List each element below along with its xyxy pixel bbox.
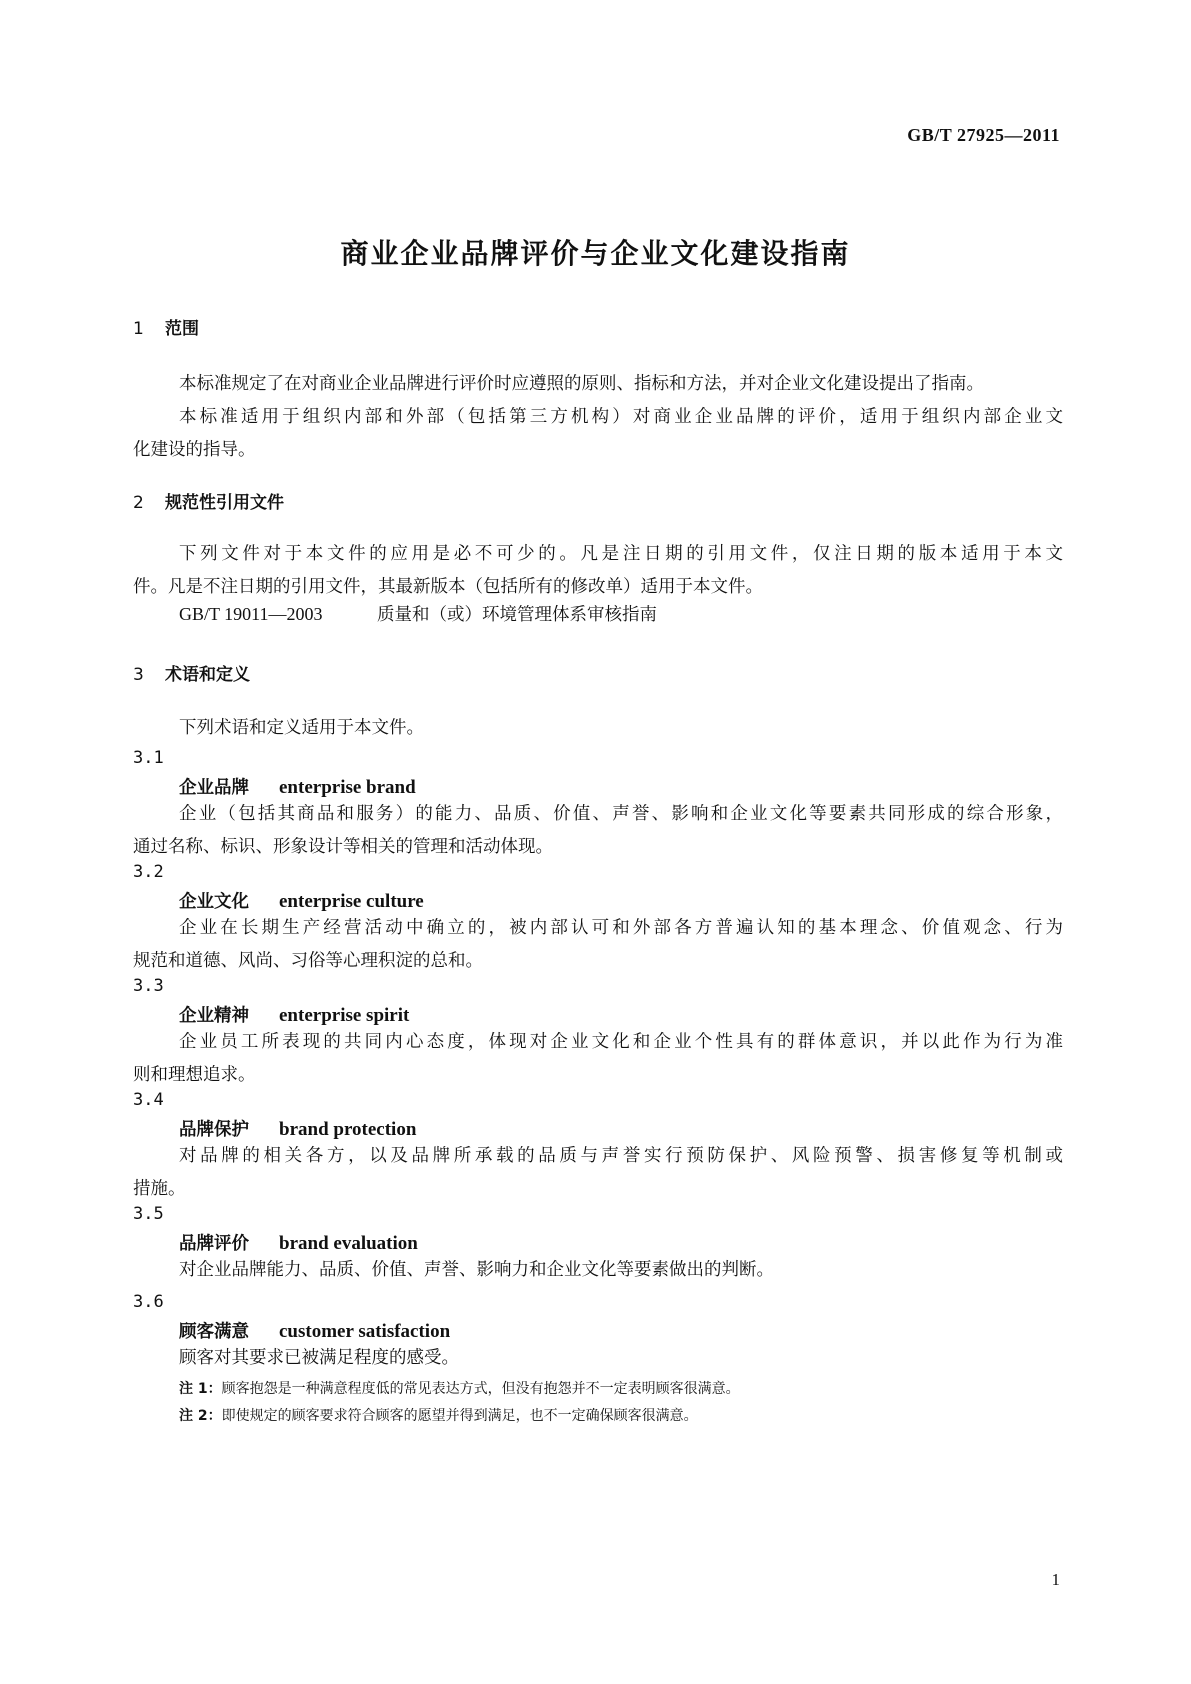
definition-line: 企业在长期生产经营活动中确立的，被内部认可和外部各方普遍认知的基本理念、价值观念、行为 bbox=[179, 918, 1063, 938]
section-2-body bbox=[133, 538, 1063, 604]
section-2-heading bbox=[133, 488, 284, 513]
term-number: 3.6 bbox=[133, 1292, 164, 1312]
term-number: 3.1 bbox=[133, 748, 164, 768]
definition-line: 规范和道德、风尚、习俗等心理积淀的总和。 bbox=[133, 951, 483, 971]
note-label: 注 1： bbox=[179, 1381, 222, 1397]
section-3-intro bbox=[133, 712, 1063, 745]
term-definition bbox=[133, 1026, 1063, 1092]
definition-line: 措施。 bbox=[133, 1179, 186, 1199]
section-3-heading bbox=[133, 660, 250, 685]
term-chinese: 企业品牌 bbox=[179, 778, 249, 798]
term-english: brand protection bbox=[279, 1119, 417, 1140]
term-definition bbox=[133, 912, 1063, 978]
term-heading bbox=[179, 774, 416, 799]
definition-line: 对品牌的相关各方，以及品牌所承载的品质与声誉实行预防保护、风险预警、损害修复等机制或 bbox=[179, 1146, 1063, 1166]
term-definition bbox=[133, 798, 1063, 864]
section-1-heading bbox=[133, 314, 199, 339]
paragraph-line: 下列术语和定义适用于本文件。 bbox=[179, 718, 424, 738]
term-number: 3.5 bbox=[133, 1204, 164, 1224]
term-chinese: 顾客满意 bbox=[179, 1322, 249, 1342]
term-heading bbox=[179, 1002, 409, 1027]
section-number: 2 bbox=[133, 493, 144, 513]
term-chinese: 品牌保护 bbox=[179, 1120, 249, 1140]
section-title: 规范性引用文件 bbox=[165, 493, 284, 513]
term-english: enterprise culture bbox=[279, 891, 424, 912]
term-english: customer satisfaction bbox=[279, 1321, 451, 1342]
note-1 bbox=[179, 1378, 740, 1398]
normative-reference bbox=[179, 601, 657, 626]
term-heading bbox=[179, 888, 424, 913]
section-number: 3 bbox=[133, 665, 144, 685]
term-english: enterprise spirit bbox=[279, 1005, 410, 1026]
page-number: 1 bbox=[1051, 1570, 1060, 1589]
note-2 bbox=[179, 1405, 698, 1425]
document-title: 商业企业品牌评价与企业文化建设指南 bbox=[340, 237, 851, 270]
term-chinese: 品牌评价 bbox=[179, 1234, 249, 1254]
section-1-body bbox=[133, 368, 1063, 467]
section-number: 1 bbox=[133, 319, 144, 339]
term-number: 3.3 bbox=[133, 976, 164, 996]
definition-line: 企业（包括其商品和服务）的能力、品质、价值、声誉、影响和企业文化等要素共同形成的综合形象， bbox=[179, 804, 1063, 824]
definition-line: 企业员工所表现的共同内心态度，体现对企业文化和企业个性具有的群体意识，并以此作为行为准 bbox=[179, 1032, 1063, 1052]
term-definition bbox=[133, 1140, 1063, 1206]
section-title: 范围 bbox=[165, 319, 199, 339]
note-label: 注 2： bbox=[179, 1408, 222, 1424]
paragraph-line: 化建设的指导。 bbox=[133, 440, 256, 460]
paragraph-line: 本标准适用于组织内部和外部（包括第三方机构）对商业企业品牌的评价，适用于组织内部企业文 bbox=[179, 407, 1063, 427]
term-english: brand evaluation bbox=[279, 1233, 418, 1254]
paragraph-line: 本标准规定了在对商业企业品牌进行评价时应遵照的原则、指标和方法，并对企业文化建设提出了指南。 bbox=[179, 374, 984, 394]
term-chinese: 企业文化 bbox=[179, 892, 249, 912]
definition-line: 对企业品牌能力、品质、价值、声誉、影响力和企业文化等要素做出的判断。 bbox=[179, 1260, 774, 1280]
term-number: 3.2 bbox=[133, 862, 164, 882]
term-definition bbox=[133, 1342, 1063, 1375]
reference-code: GB/T 19011—2003 bbox=[179, 604, 323, 624]
reference-title: 质量和（或）环境管理体系审核指南 bbox=[377, 605, 657, 625]
definition-line: 则和理想追求。 bbox=[133, 1065, 256, 1085]
term-heading bbox=[179, 1318, 450, 1343]
standard-number: GB/T 27925—2011 bbox=[907, 125, 1060, 145]
term-heading bbox=[179, 1116, 416, 1141]
term-chinese: 企业精神 bbox=[179, 1006, 249, 1026]
section-title: 术语和定义 bbox=[165, 665, 250, 685]
term-number: 3.4 bbox=[133, 1090, 164, 1110]
term-heading bbox=[179, 1230, 418, 1255]
paragraph-line: 下列文件对于本文件的应用是必不可少的。凡是注日期的引用文件，仅注日期的版本适用于本文 bbox=[179, 544, 1063, 564]
note-text: 顾客抱怨是一种满意程度低的常见表达方式，但没有抱怨并不一定表明顾客很满意。 bbox=[221, 1381, 740, 1397]
paragraph-line: 件。凡是不注日期的引用文件，其最新版本（包括所有的修改单）适用于本文件。 bbox=[133, 577, 763, 597]
definition-line: 通过名称、标识、形象设计等相关的管理和活动体现。 bbox=[133, 837, 553, 857]
term-definition bbox=[133, 1254, 1063, 1287]
note-text: 即使规定的顾客要求符合顾客的愿望并得到满足，也不一定确保顾客很满意。 bbox=[221, 1408, 698, 1424]
term-english: enterprise brand bbox=[279, 777, 416, 798]
definition-line: 顾客对其要求已被满足程度的感受。 bbox=[179, 1348, 459, 1368]
